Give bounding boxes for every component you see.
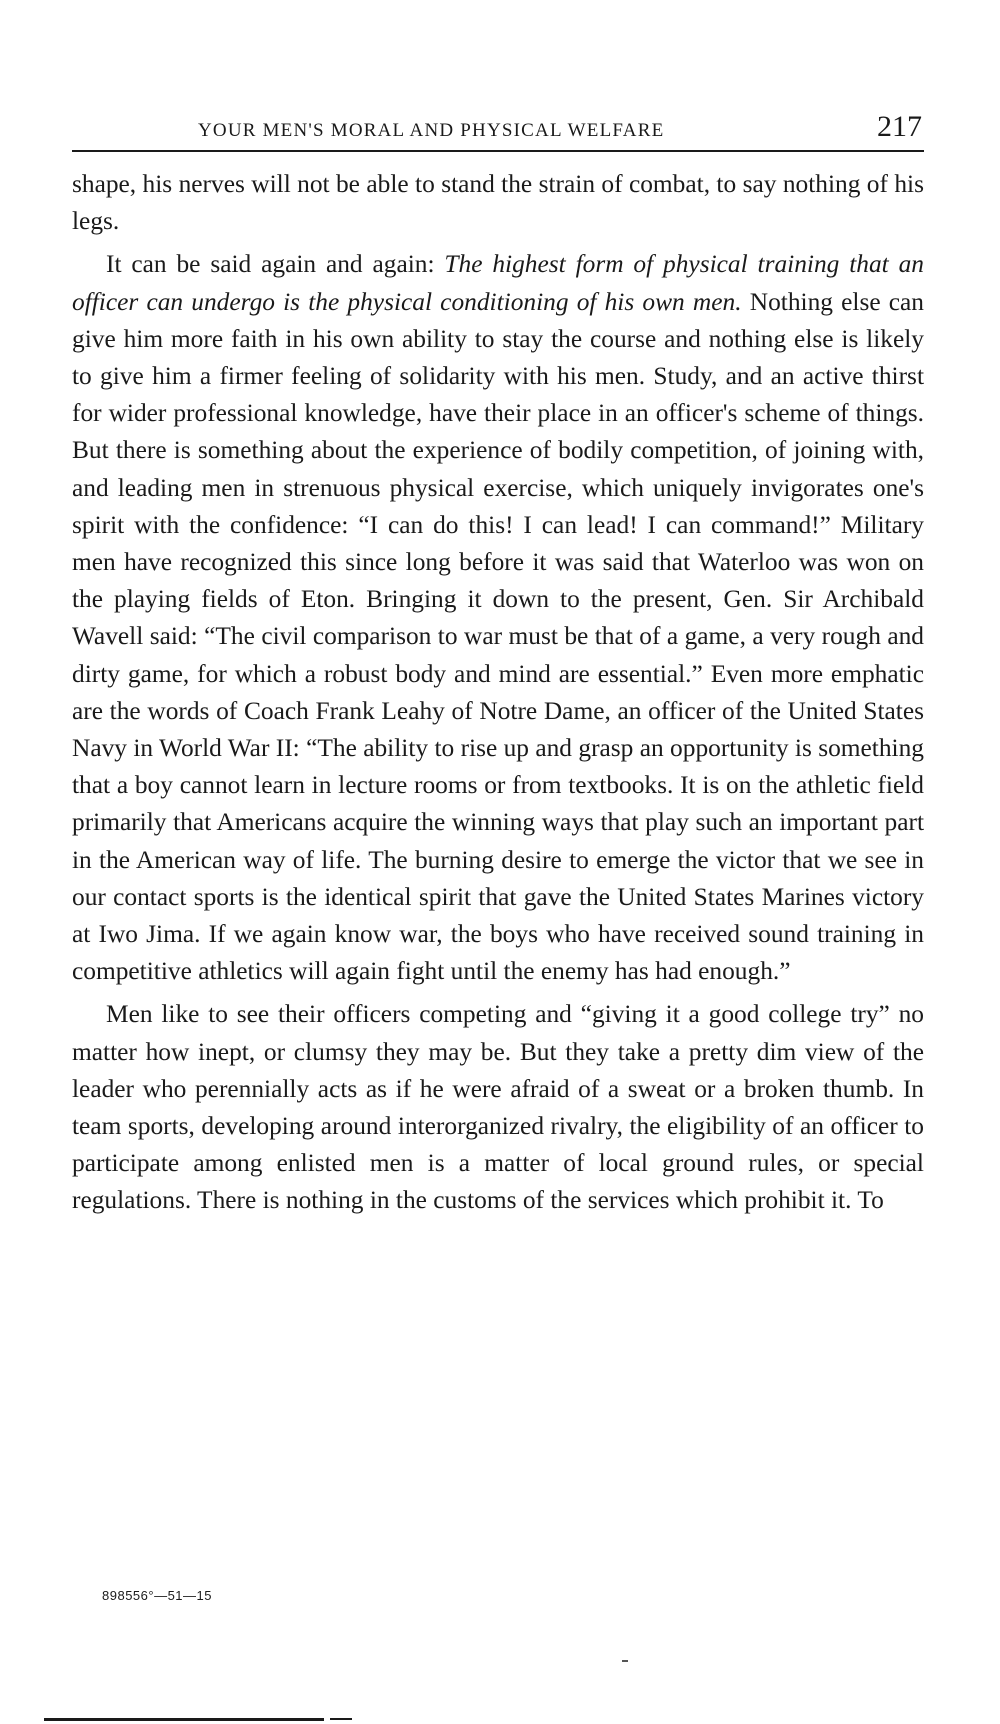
scan-speck <box>622 1660 628 1662</box>
paragraph-1 <box>72 166 924 240</box>
paragraph-2-emphasis: The highest form of physical training that an officer can undergo is the physical conditioning of his own men. <box>72 250 924 316</box>
paragraph-2-lead: It can be said again and again: <box>106 250 445 279</box>
paragraph-3-text: Men like to see their officers competing and “giving it a good college try” no matter how inept, or clumsy they may be. But they take a pretty dim view of the leader who perennially acts as if he were afraid of a sweat or a broken thumb. In team sports, developing around interorganized rivalry, the eligibility of an officer to participate among enlisted men is a matter of local ground rules, or special regulations. There is nothing in the customs of the services which prohibit it. To <box>72 1000 924 1215</box>
page-number: 217 <box>877 110 922 143</box>
print-code: 898556°—51—15 <box>102 1588 212 1603</box>
paragraph-2 <box>72 246 924 990</box>
paragraph-1-text: shape, his nerves will not be able to stand the strain of combat, to say nothing of his legs. <box>72 170 924 236</box>
paragraph-2-rest: Nothing else can give him more faith in his own ability to stay the course and nothing else is likely to give him a firmer feeling of solidarity with his men. Study, and an active thirst for wider professional knowledge, have their place in an officer's scheme of things. But there is something about the experience of bodily competition, of joining with, and leading men in strenuous physical exercise, which uniquely invigorates one's spirit with the confidence: “I can do this! I can lead! I can command!” Military men have recognized this since long before it was said that Waterloo was won on the playing fields of Eton. Bringing it down to the present, Gen. Sir Archibald Wavell said: “The civil comparison to war must be that of a game, a very rough and dirty game, for which a robust body and mind are essential.” Even more emphatic are the words of Coach Frank Leahy of Notre Dame, an officer of the United States Navy in World War II: “The ability to rise up and grasp an opportunity is something that a boy cannot learn in lecture rooms or from textbooks. It is on the athletic field primarily that Americans acquire the winning ways that play such an important part in the American way of life. The burning desire to emerge the victor that we see in our contact sports is the identical spirit that gave the United States Marines victory at Iwo Jima. If we again know war, the boys who have received sound training in competitive athletics will again fight until the enemy has had enough.” <box>72 287 924 986</box>
bottom-rule-dash <box>330 1718 352 1720</box>
bottom-rule <box>44 1718 324 1721</box>
body-text <box>72 166 924 1220</box>
header-rule <box>72 150 924 152</box>
running-header <box>72 104 924 152</box>
paragraph-3 <box>72 996 924 1219</box>
running-head-title: YOUR MEN'S MORAL AND PHYSICAL WELFARE <box>198 120 665 141</box>
